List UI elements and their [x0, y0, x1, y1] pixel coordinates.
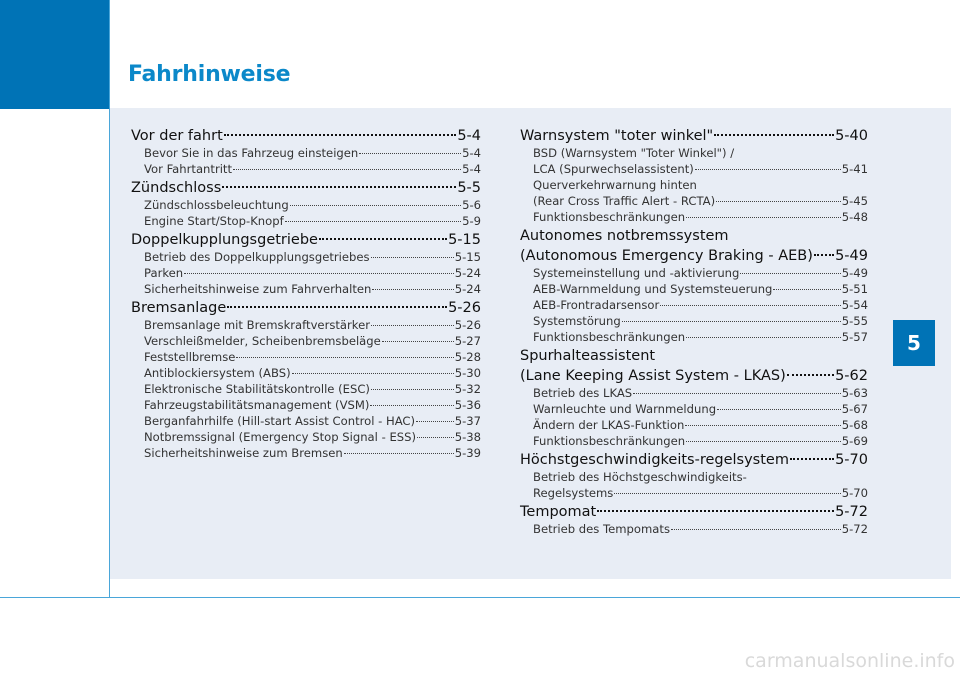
toc-subsection-entry[interactable] [520, 161, 868, 177]
toc-dot-leader [184, 273, 454, 274]
toc-dot-leader [671, 529, 841, 530]
toc-page-number: 5-38 [454, 430, 481, 444]
toc-dot-leader [773, 289, 840, 290]
toc-dot-leader [371, 389, 454, 390]
toc-page-number: 5-70 [841, 486, 868, 500]
toc-subsection-entry[interactable] [131, 333, 481, 349]
horizontal-divider [0, 597, 960, 598]
toc-subsection-entry[interactable] [520, 521, 868, 537]
toc-page-number: 5-9 [462, 214, 481, 228]
toc-dot-leader [371, 257, 454, 258]
toc-page-number: 5-63 [841, 386, 868, 400]
toc-section-entry[interactable] [131, 299, 481, 317]
toc-dot-leader [233, 169, 461, 170]
toc-subsection-entry[interactable] [131, 281, 481, 297]
toc-subsection-entry[interactable] [520, 265, 868, 281]
toc-dot-leader [740, 273, 840, 274]
toc-subsection-entry[interactable] [520, 177, 868, 193]
toc-section-entry[interactable] [520, 503, 868, 521]
toc-subsection-entry[interactable] [131, 265, 481, 281]
toc-page-number: 5-68 [841, 418, 868, 432]
toc-page-number: 5-49 [841, 266, 868, 280]
toc-entry-label: Sicherheitshinweise zum Fahrverhalten [144, 282, 372, 296]
toc-page-number: 5-48 [841, 210, 868, 224]
toc-page-number: 5-27 [454, 334, 481, 348]
toc-entry-label: Betrieb des Höchstgeschwindigkeits- [533, 470, 747, 484]
toc-entry-label: Fahrzeugstabilitätsmanagement (VSM) [144, 398, 370, 412]
toc-dot-leader [714, 134, 834, 136]
toc-page-number: 5-41 [841, 162, 868, 176]
toc-dot-leader [790, 458, 834, 460]
toc-subsection-entry[interactable] [520, 417, 868, 433]
toc-subsection-entry[interactable] [520, 193, 868, 209]
toc-entry-label: Berganfahrhilfe (Hill-start Assist Control - HAC) [144, 414, 416, 428]
toc-entry-label: Autonomes notbremssystem [520, 228, 729, 244]
toc-subsection-entry[interactable] [131, 381, 481, 397]
toc-subsection-entry[interactable] [520, 145, 868, 161]
page-title: Fahrhinweise [128, 62, 291, 87]
toc-page-number: 5-4 [462, 146, 481, 160]
toc-entry-label: Vor der fahrt [131, 128, 223, 144]
toc-entry-label: Zündschlossbeleuchtung [144, 198, 289, 212]
toc-subsection-entry[interactable] [520, 297, 868, 313]
toc-dot-leader [222, 186, 456, 188]
toc-subsection-entry[interactable] [520, 281, 868, 297]
toc-column-left [131, 125, 481, 461]
toc-page-number: 5-62 [835, 368, 868, 384]
toc-page-number: 5-40 [835, 128, 868, 144]
toc-subsection-entry[interactable] [131, 365, 481, 381]
toc-dot-leader [622, 321, 841, 322]
toc-subsection-entry[interactable] [131, 413, 481, 429]
toc-entry-label: Betrieb des LKAS [533, 386, 633, 400]
toc-entry-label: (Autonomous Emergency Braking - AEB) [520, 248, 813, 264]
toc-entry-label: AEB-Warnmeldung und Systemsteuerung [533, 282, 773, 296]
toc-entry-label: Zündschloss [131, 180, 222, 196]
toc-subsection-entry[interactable] [520, 469, 868, 485]
toc-page-number: 5-55 [841, 314, 868, 328]
toc-dot-leader [716, 201, 841, 202]
toc-entry-label: Warnleuchte und Warnmeldung [533, 402, 717, 416]
toc-dot-leader [660, 305, 840, 306]
toc-page-number: 5-57 [841, 330, 868, 344]
toc-subsection-entry[interactable] [520, 329, 868, 345]
toc-dot-leader [227, 306, 447, 308]
toc-entry-label: Elektronische Stabilitätskontrolle (ESC) [144, 382, 370, 396]
toc-entry-label: (Rear Cross Traffic Alert - RCTA) [533, 194, 716, 208]
toc-subsection-entry[interactable] [131, 429, 481, 445]
toc-dot-leader [416, 421, 454, 422]
chapter-tab[interactable] [893, 320, 935, 366]
toc-dot-leader [370, 405, 453, 406]
toc-page-number: 5-15 [454, 250, 481, 264]
toc-section-entry[interactable] [131, 231, 481, 249]
toc-entry-label: Verschleißmelder, Scheibenbremsbeläge [144, 334, 381, 348]
toc-entry-label: Bevor Sie in das Fahrzeug einsteigen [144, 146, 359, 160]
toc-dot-leader [359, 153, 461, 154]
toc-page-number: 5-49 [835, 248, 868, 264]
toc-page-number: 5-51 [841, 282, 868, 296]
toc-dot-leader [290, 205, 461, 206]
toc-subsection-entry[interactable] [131, 213, 481, 229]
toc-entry-label: Bremsanlage mit Bremskraftverstärker [144, 318, 370, 332]
toc-dot-leader [814, 254, 834, 256]
toc-page-number: 5-4 [457, 128, 481, 144]
toc-page-number: 5-70 [835, 452, 868, 468]
toc-dot-leader [371, 325, 454, 326]
toc-entry-label: Warnsystem "toter winkel" [520, 128, 714, 144]
toc-dot-leader [372, 289, 453, 290]
toc-page-number: 5-67 [841, 402, 868, 416]
toc-entry-label: (Lane Keeping Assist System - LKAS) [520, 368, 786, 384]
toc-entry-label: Feststellbremse [144, 350, 236, 364]
toc-entry-label: Sicherheitshinweise zum Bremsen [144, 446, 343, 460]
toc-page-number: 5-28 [454, 350, 481, 364]
toc-page-number: 5-72 [835, 504, 868, 520]
toc-subsection-entry[interactable] [520, 313, 868, 329]
toc-page-number: 5-26 [454, 318, 481, 332]
toc-subsection-entry[interactable] [520, 401, 868, 417]
toc-entry-label: Querverkehrwarnung hinten [533, 178, 697, 192]
toc-dot-leader [292, 373, 454, 374]
toc-page-number: 5-24 [454, 266, 481, 280]
toc-subsection-entry[interactable] [131, 249, 481, 265]
toc-section-entry[interactable] [520, 347, 868, 365]
toc-section-entry[interactable] [131, 179, 481, 197]
toc-entry-label: Antiblockiersystem (ABS) [144, 366, 291, 380]
toc-page-number: 5-4 [462, 162, 481, 176]
toc-subsection-entry[interactable] [131, 397, 481, 413]
toc-dot-leader [382, 341, 454, 342]
toc-page-number: 5-32 [454, 382, 481, 396]
toc-entry-label: Vor Fahrtantritt [144, 162, 233, 176]
toc-page-number: 5-5 [457, 180, 481, 196]
toc-dot-leader [695, 169, 841, 170]
toc-entry-label: Engine Start/Stop-Knopf [144, 214, 284, 228]
toc-page-number: 5-37 [454, 414, 481, 428]
toc-entry-label: Notbremssignal (Emergency Stop Signal - ESS) [144, 430, 417, 444]
toc-page-number: 5-54 [841, 298, 868, 312]
toc-section-entry[interactable] [520, 227, 868, 245]
toc-dot-leader [614, 493, 840, 494]
toc-dot-leader [236, 357, 453, 358]
toc-page-number: 5-69 [841, 434, 868, 448]
toc-entry-label: Funktionsbeschränkungen [533, 210, 686, 224]
toc-page-number: 5-26 [448, 300, 481, 316]
toc-subsection-entry[interactable] [131, 197, 481, 213]
toc-dot-leader [285, 221, 461, 222]
chapter-number: 5 [907, 331, 921, 355]
toc-subsection-entry[interactable] [520, 433, 868, 449]
toc-page-number: 5-6 [462, 198, 481, 212]
toc-entry-label: Regelsystems [533, 486, 614, 500]
toc-dot-leader [686, 441, 841, 442]
toc-dot-leader [717, 409, 841, 410]
toc-dot-leader [597, 510, 834, 512]
toc-page-number: 5-24 [454, 282, 481, 296]
toc-section-entry[interactable] [520, 247, 868, 265]
toc-section-entry[interactable] [131, 127, 481, 145]
toc-entry-label: Tempomat [520, 504, 597, 520]
toc-section-entry[interactable] [520, 127, 868, 145]
toc-subsection-entry[interactable] [131, 161, 481, 177]
toc-dot-leader [344, 453, 454, 454]
toc-entry-label: BSD (Warnsystem "Toter Winkel") / [533, 146, 735, 160]
toc-entry-label: Parken [144, 266, 184, 280]
toc-dot-leader [633, 393, 841, 394]
toc-dot-leader [686, 337, 841, 338]
toc-entry-label: Höchstgeschwindigkeits-regelsystem [520, 452, 789, 468]
toc-section-entry[interactable] [520, 367, 868, 385]
toc-dot-leader [686, 217, 841, 218]
toc-dot-leader [224, 134, 457, 136]
toc-subsection-entry[interactable] [131, 317, 481, 333]
toc-entry-label: Betrieb des Tempomats [533, 522, 670, 536]
toc-dot-leader [319, 238, 447, 240]
toc-entry-label: Betrieb des Doppelkupplungsgetriebes [144, 250, 370, 264]
toc-page-number: 5-36 [454, 398, 481, 412]
toc-dot-leader [787, 374, 834, 376]
toc-dot-leader [417, 437, 454, 438]
toc-page-number: 5-72 [841, 522, 868, 536]
toc-page-number: 5-39 [454, 446, 481, 460]
toc-page-number: 5-30 [454, 366, 481, 380]
toc-entry-label: Ändern der LKAS-Funktion [533, 418, 685, 432]
toc-dot-leader [685, 425, 840, 426]
toc-entry-label: Funktionsbeschränkungen [533, 330, 686, 344]
header-color-block [0, 0, 109, 109]
toc-entry-label: Systemstörung [533, 314, 621, 328]
toc-entry-label: AEB-Frontradarsensor [533, 298, 660, 312]
toc-entry-label: Bremsanlage [131, 300, 227, 316]
watermark: carmanualsonline.info [744, 650, 955, 672]
toc-subsection-entry[interactable] [520, 485, 868, 501]
toc-entry-label: Spurhalteassistent [520, 348, 656, 364]
toc-entry-label: Systemeinstellung und -aktivierung [533, 266, 740, 280]
toc-subsection-entry[interactable] [520, 385, 868, 401]
toc-page-number: 5-15 [448, 232, 481, 248]
toc-section-entry[interactable] [520, 451, 868, 469]
toc-entry-label: Funktionsbeschränkungen [533, 434, 686, 448]
toc-subsection-entry[interactable] [520, 209, 868, 225]
toc-entry-label: Doppelkupplungsgetriebe [131, 232, 318, 248]
toc-subsection-entry[interactable] [131, 145, 481, 161]
toc-column-right [520, 125, 868, 537]
toc-subsection-entry[interactable] [131, 445, 481, 461]
toc-subsection-entry[interactable] [131, 349, 481, 365]
toc-page-number: 5-45 [841, 194, 868, 208]
toc-entry-label: LCA (Spurwechselassistent) [533, 162, 694, 176]
